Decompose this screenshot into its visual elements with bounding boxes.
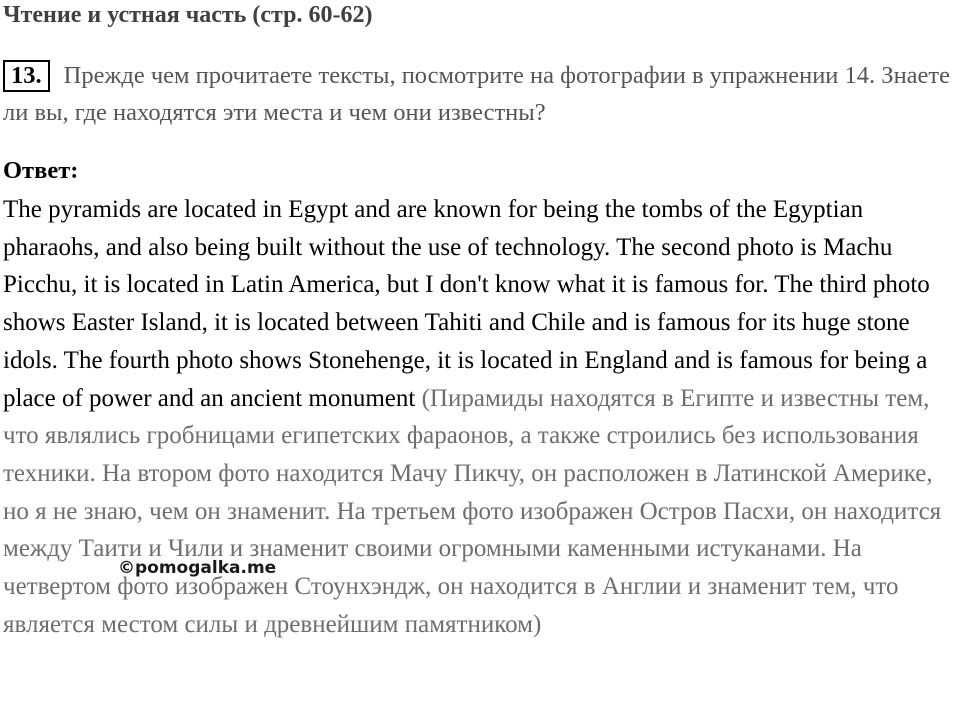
section-heading: Чтение и устная часть (стр. 60-62)	[3, 2, 373, 28]
watermark: ©pomogalka.me	[118, 558, 277, 578]
task-block	[3, 57, 958, 131]
answer-russian-translation: (Пирамиды находятся в Египте и известны тем, что являлись гробницами египетских фараонов, а также строились без использования техники. На втором фото находится Мачу Пикчу, он расположен в Латинской Америке, но я не знаю, чем он знаменит. На третьем фото изображен Остров Пасхи, он находится между Таити и Чили и знаменит своими огромными каменными истуканами. На четвертом фото изображен Стоунхэндж, он находится в Англии и знаменит тем, что является местом силы и древнейшим памятником)	[3, 384, 942, 638]
answer-label: Ответ:	[3, 157, 79, 184]
task-text: Прежде чем прочитаете тексты, посмотрите на фотографии в упражнении 14. Знаете ли вы, где находятся эти места и чем они известны?	[3, 62, 951, 126]
answer-english: The pyramids are located in Egypt and are known for being the tombs of the Egyptian pharaohs, and also being built without the use of technology. The second photo is Machu Picchu, it is located in Latin America, but I don't know what it is famous for. The third photo shows Easter Island, it is located between Tahiti and Chile and is famous for its huge stone idols. The fourth photo shows Stonehenge, it is located in England and is famous for being a place of power and an ancient monument	[3, 196, 930, 412]
task-number-box: 13.	[3, 60, 50, 92]
